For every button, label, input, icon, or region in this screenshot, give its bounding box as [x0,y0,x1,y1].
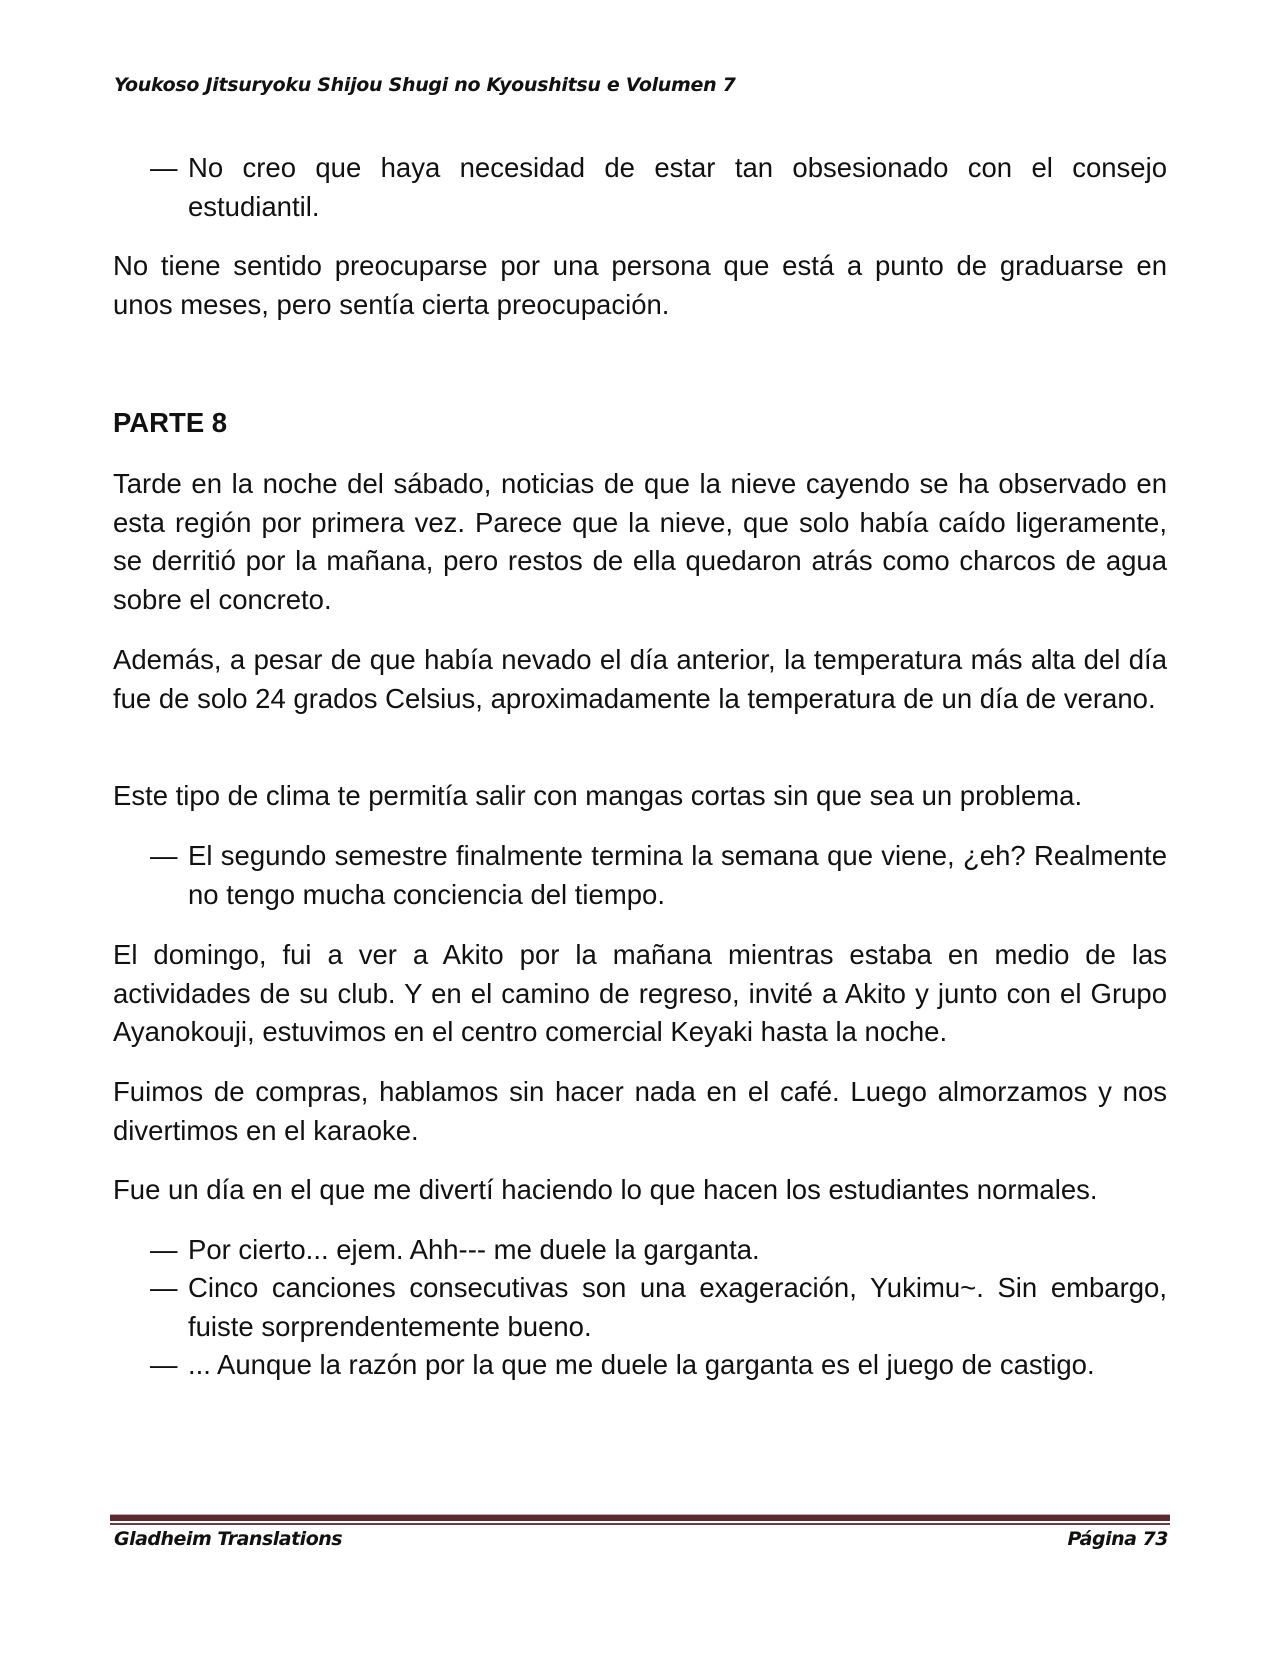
footer-page-number: Página 73 [1067,1528,1168,1550]
section-title: PARTE 8 [113,407,228,438]
paragraph: Este tipo de clima te permitía salir con mangas cortas sin que sea un problema. [113,780,1083,811]
dialogue-line [150,1231,1167,1270]
dialogue-text: ... Aunque la razón por la que me duele la garganta es el juego de castigo. [188,1349,1095,1380]
paragraph: Además, a pesar de que había nevado el día anterior, la temperatura más alta del día fue de solo 24 grados Celsius, aproximadamente la temperatura de un día de verano. [113,644,1167,714]
em-dash: — [150,1234,178,1265]
running-header: Youkoso Jitsuryoku Shijou Shugi no Kyoushitsu e Volumen 7 [114,74,736,96]
paragraph: El domingo, fui a ver a Akito por la mañana mientras estaba en medio de las actividades de su club. Y en el camino de regreso, invité a Akito y junto con el Grupo Ayanokouji, estuvimos en el centro comercial Keyaki hasta la noche. [113,939,1167,1047]
em-dash: — [150,840,178,871]
dialogue-text: Cinco canciones consecutivas son una exageración, Yukimu~. Sin embargo, fuiste sorprendentemente bueno. [188,1272,1167,1342]
dialogue-line [150,1269,1167,1346]
em-dash: — [150,152,178,183]
dialogue-line [150,837,1167,914]
footer-translator: Gladheim Translations [114,1528,343,1550]
paragraph: Tarde en la noche del sábado, noticias de que la nieve cayendo se ha observado en esta región por primera vez. Parece que la nieve, que solo había caído ligeramente, se derritió por la mañana, pero restos de ella quedaron atrás como charcos de agua sobre el concreto. [113,468,1167,615]
em-dash: — [150,1349,178,1380]
dialogue-line [150,1346,1167,1385]
dialogue-text: No creo que haya necesidad de estar tan obsesionado con el consejo estudiantil. [188,152,1167,222]
em-dash: — [150,1272,178,1303]
dialogue-text: El segundo semestre finalmente termina la semana que viene, ¿eh? Realmente no tengo mucha conciencia del tiempo. [188,840,1167,910]
dialogue-line [150,149,1167,226]
dialogue-text: Por cierto... ejem. Ahh--- me duele la garganta. [188,1234,760,1265]
footer-rule [110,1514,1170,1521]
paragraph: No tiene sentido preocuparse por una persona que está a punto de graduarse en unos meses, pero sentía cierta preocupación. [113,250,1167,320]
paragraph: Fue un día en el que me divertí haciendo lo que hacen los estudiantes normales. [113,1174,1098,1205]
footer-rule-thin [110,1523,1170,1525]
paragraph: Fuimos de compras, hablamos sin hacer nada en el café. Luego almorzamos y nos divertimos en el karaoke. [113,1076,1167,1146]
